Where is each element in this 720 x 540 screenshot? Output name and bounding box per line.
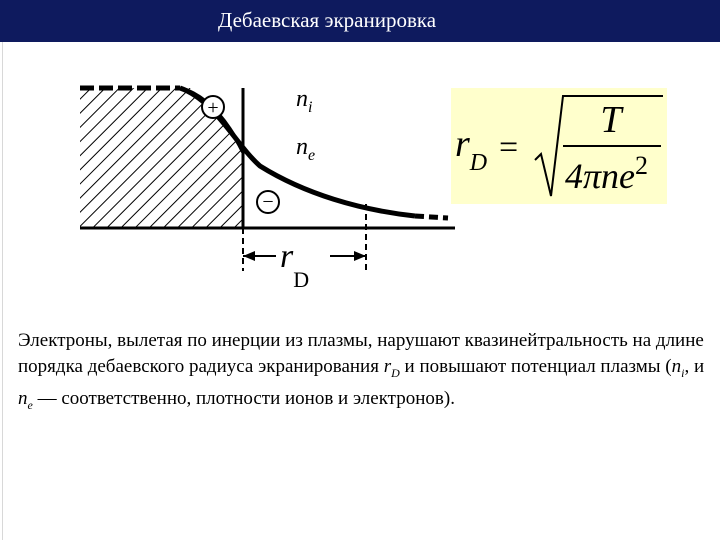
title-bar — [0, 0, 720, 42]
formula-equals: = — [499, 129, 519, 166]
caption-part-2: и повышают потенциал плазмы ( — [399, 356, 672, 377]
formula-lhs: $r_D$ — [455, 123, 488, 176]
negative-charge-icon — [257, 191, 279, 213]
ne-label: $n_e$ — [296, 134, 316, 164]
caption-text — [18, 328, 708, 418]
rd-dimension-label: $r_D$ — [280, 238, 310, 292]
debye-formula — [451, 88, 667, 204]
positive-charge-icon — [202, 96, 224, 119]
svg-text:−: − — [262, 191, 274, 213]
caption-ni: $n_i$ — [671, 356, 685, 380]
ni-label: $n_i$ — [296, 86, 313, 116]
rd-dimension-arrow — [243, 251, 366, 261]
caption-rd: $r_D$ — [383, 356, 400, 380]
formula-denominator: 4πne$^2$ — [565, 151, 649, 196]
slide-title: Дебаевская экранировка — [218, 8, 437, 32]
caption-ne: $n_e$ — [18, 387, 33, 412]
svg-text:+: + — [207, 97, 219, 119]
caption-part-1: Электроны, вылетая по инерции из плазмы, нарушают квазинейтральность на длине порядка дебаевского радиуса экранирования — [18, 330, 704, 377]
debye-diagram — [70, 66, 470, 298]
caption-comma: , и — [684, 356, 705, 377]
formula-numerator: T — [600, 99, 622, 141]
left-border-line — [2, 42, 3, 540]
electron-curve-dashed-tail — [415, 216, 448, 218]
caption-part-3: — соответственно, плотности ионов и электронов). — [32, 387, 455, 409]
